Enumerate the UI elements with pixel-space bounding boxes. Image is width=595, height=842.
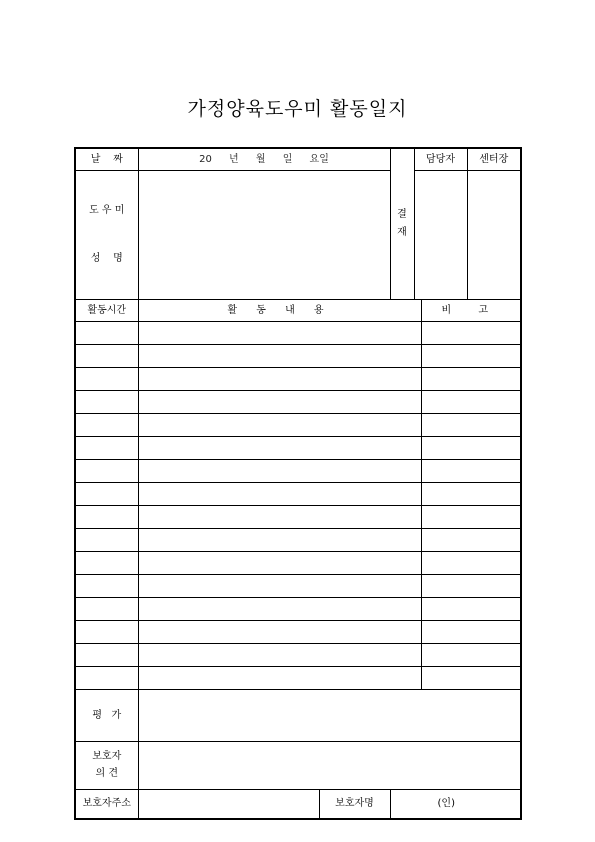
- activity-time-cell[interactable]: [75, 459, 138, 482]
- time-column-header: 활동시간: [75, 299, 138, 321]
- approver-manager-sign-box[interactable]: [414, 170, 467, 299]
- activity-content-cell[interactable]: [138, 321, 421, 344]
- evaluation-label: 평 가: [75, 689, 138, 741]
- activity-time-cell[interactable]: [75, 666, 138, 689]
- activity-content-cell[interactable]: [138, 643, 421, 666]
- activity-time-cell[interactable]: [75, 643, 138, 666]
- activity-content-cell[interactable]: [138, 620, 421, 643]
- helper-name-label: 도 우 미 성 명: [75, 170, 138, 299]
- activity-note-cell[interactable]: [421, 459, 521, 482]
- activity-note-cell[interactable]: [421, 666, 521, 689]
- activity-note-cell[interactable]: [421, 344, 521, 367]
- activity-row: [75, 643, 521, 666]
- activity-row: [75, 597, 521, 620]
- activity-time-cell[interactable]: [75, 321, 138, 344]
- activity-time-cell[interactable]: [75, 344, 138, 367]
- activity-note-cell[interactable]: [421, 620, 521, 643]
- activity-time-cell[interactable]: [75, 482, 138, 505]
- approver-manager-label: 담당자: [414, 148, 467, 170]
- activity-content-cell[interactable]: [138, 528, 421, 551]
- activity-row: [75, 390, 521, 413]
- activity-content-cell[interactable]: [138, 459, 421, 482]
- activity-row: [75, 436, 521, 459]
- activity-time-cell[interactable]: [75, 436, 138, 459]
- activity-row: [75, 367, 521, 390]
- activity-content-cell[interactable]: [138, 597, 421, 620]
- helper-name-field[interactable]: [138, 170, 390, 299]
- activity-content-cell[interactable]: [138, 551, 421, 574]
- activity-note-cell[interactable]: [421, 597, 521, 620]
- activity-content-cell[interactable]: [138, 482, 421, 505]
- activity-time-cell[interactable]: [75, 505, 138, 528]
- activity-row: [75, 321, 521, 344]
- activity-note-cell[interactable]: [421, 551, 521, 574]
- activity-row: [75, 344, 521, 367]
- activity-log-form: [74, 147, 522, 820]
- note-column-header: 비 고: [421, 299, 521, 321]
- guardian-address-field[interactable]: [138, 789, 319, 819]
- activity-time-cell[interactable]: [75, 551, 138, 574]
- activity-content-cell[interactable]: [138, 436, 421, 459]
- activity-row: [75, 459, 521, 482]
- activity-time-cell[interactable]: [75, 413, 138, 436]
- date-label: 날 짜: [75, 148, 138, 170]
- date-value: 20 년 월 일 요일: [199, 153, 329, 165]
- approver-director-sign-box[interactable]: [467, 170, 521, 299]
- date-field[interactable]: [138, 148, 390, 170]
- activity-note-cell[interactable]: [421, 436, 521, 459]
- activity-note-cell[interactable]: [421, 643, 521, 666]
- activity-note-cell[interactable]: [421, 413, 521, 436]
- activity-row: [75, 574, 521, 597]
- activity-note-cell[interactable]: [421, 482, 521, 505]
- approver-director-label: 센터장: [467, 148, 521, 170]
- activity-time-cell[interactable]: [75, 597, 138, 620]
- activity-row: [75, 505, 521, 528]
- guardian-name-label: 보호자명: [319, 789, 390, 819]
- activity-content-cell[interactable]: [138, 574, 421, 597]
- guardian-address-label: 보호자주소: [75, 789, 138, 819]
- activity-note-cell[interactable]: [421, 574, 521, 597]
- activity-note-cell[interactable]: [421, 367, 521, 390]
- activity-content-cell[interactable]: [138, 367, 421, 390]
- activity-time-cell[interactable]: [75, 528, 138, 551]
- activity-content-cell[interactable]: [138, 505, 421, 528]
- activity-row: [75, 528, 521, 551]
- activity-content-cell[interactable]: [138, 390, 421, 413]
- activity-time-cell[interactable]: [75, 574, 138, 597]
- evaluation-field[interactable]: [138, 689, 521, 741]
- activity-rows: [75, 321, 521, 689]
- activity-note-cell[interactable]: [421, 390, 521, 413]
- activity-content-cell[interactable]: [138, 344, 421, 367]
- guardian-opinion-field[interactable]: [138, 741, 521, 789]
- document-title: 가정양육도우미 활동일지: [187, 98, 408, 120]
- activity-content-cell[interactable]: [138, 666, 421, 689]
- activity-time-cell[interactable]: [75, 367, 138, 390]
- guardian-opinion-label: 보호자 의 견: [75, 741, 138, 789]
- activity-content-cell[interactable]: [138, 413, 421, 436]
- activity-note-cell[interactable]: [421, 528, 521, 551]
- content-column-header: 활 동 내 용: [138, 299, 421, 321]
- activity-row: [75, 482, 521, 505]
- activity-row: [75, 620, 521, 643]
- guardian-name-field[interactable]: [390, 789, 521, 819]
- activity-note-cell[interactable]: [421, 505, 521, 528]
- approval-label: 결 재: [390, 148, 414, 299]
- activity-row: [75, 413, 521, 436]
- activity-row: [75, 551, 521, 574]
- activity-note-cell[interactable]: [421, 321, 521, 344]
- activity-time-cell[interactable]: [75, 620, 138, 643]
- seal-mark: (인): [437, 798, 455, 810]
- activity-time-cell[interactable]: [75, 390, 138, 413]
- activity-row: [75, 666, 521, 689]
